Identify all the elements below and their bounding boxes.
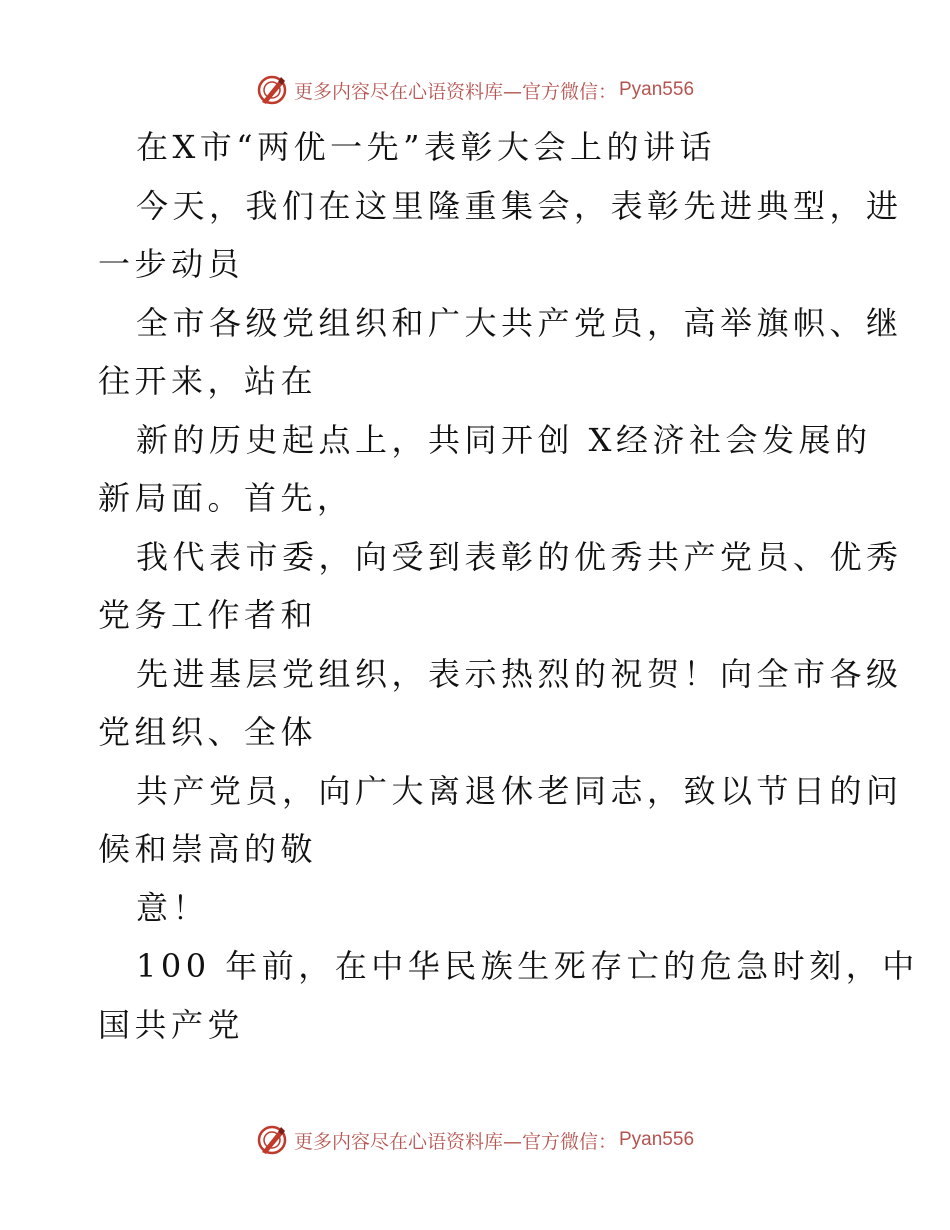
document-title: 在X市“两优一先”表彰大会上的讲话 bbox=[136, 128, 717, 166]
paragraph-line: 一步动员 bbox=[98, 245, 245, 283]
paragraph-line: 全市各级党组织和广大共产党员，高举旗帜、继 bbox=[136, 303, 903, 342]
paragraph-line: 共产党员，向广大离退休老同志，致以节日的问 bbox=[136, 771, 903, 810]
footer-slogan: 更多内容尽在心语资料库—官方微信： bbox=[293, 1130, 617, 1153]
paragraph-line: 党组织、全体 bbox=[98, 713, 318, 751]
document-body bbox=[98, 118, 919, 1054]
footer-watermark bbox=[0, 1120, 950, 1160]
pen-logo-icon bbox=[256, 1124, 288, 1156]
header-wechat-handle: Pyan556 bbox=[619, 79, 695, 100]
paragraph-line: 新局面。首先， bbox=[98, 479, 354, 517]
paragraph-line: 往开来，站在 bbox=[98, 362, 318, 400]
paragraph-line: 意！ bbox=[136, 888, 210, 927]
paragraph-line: 我代表市委，向受到表彰的优秀共产党员、优秀 bbox=[136, 537, 903, 576]
footer-wechat-handle: Pyan556 bbox=[619, 1129, 695, 1150]
paragraph-line: 候和崇高的敬 bbox=[98, 830, 318, 868]
paragraph-line: 今天，我们在这里隆重集会，表彰先进典型，进 bbox=[136, 186, 903, 225]
paragraph-line: 国共产党 bbox=[98, 1005, 245, 1044]
paragraph-line: 党务工作者和 bbox=[98, 596, 318, 634]
paragraph-line: 先进基层党组织，表示热烈的祝贺！向全市各级 bbox=[136, 654, 903, 693]
header-watermark bbox=[0, 70, 950, 110]
pen-logo-icon bbox=[256, 74, 288, 106]
paragraph-line: 新的历史起点上，共同开创 X经济社会发展的 bbox=[136, 420, 872, 459]
paragraph-line: 100 年前，在中华民族生死存亡的危急时刻，中 bbox=[136, 947, 919, 985]
header-slogan: 更多内容尽在心语资料库—官方微信： bbox=[293, 80, 617, 103]
